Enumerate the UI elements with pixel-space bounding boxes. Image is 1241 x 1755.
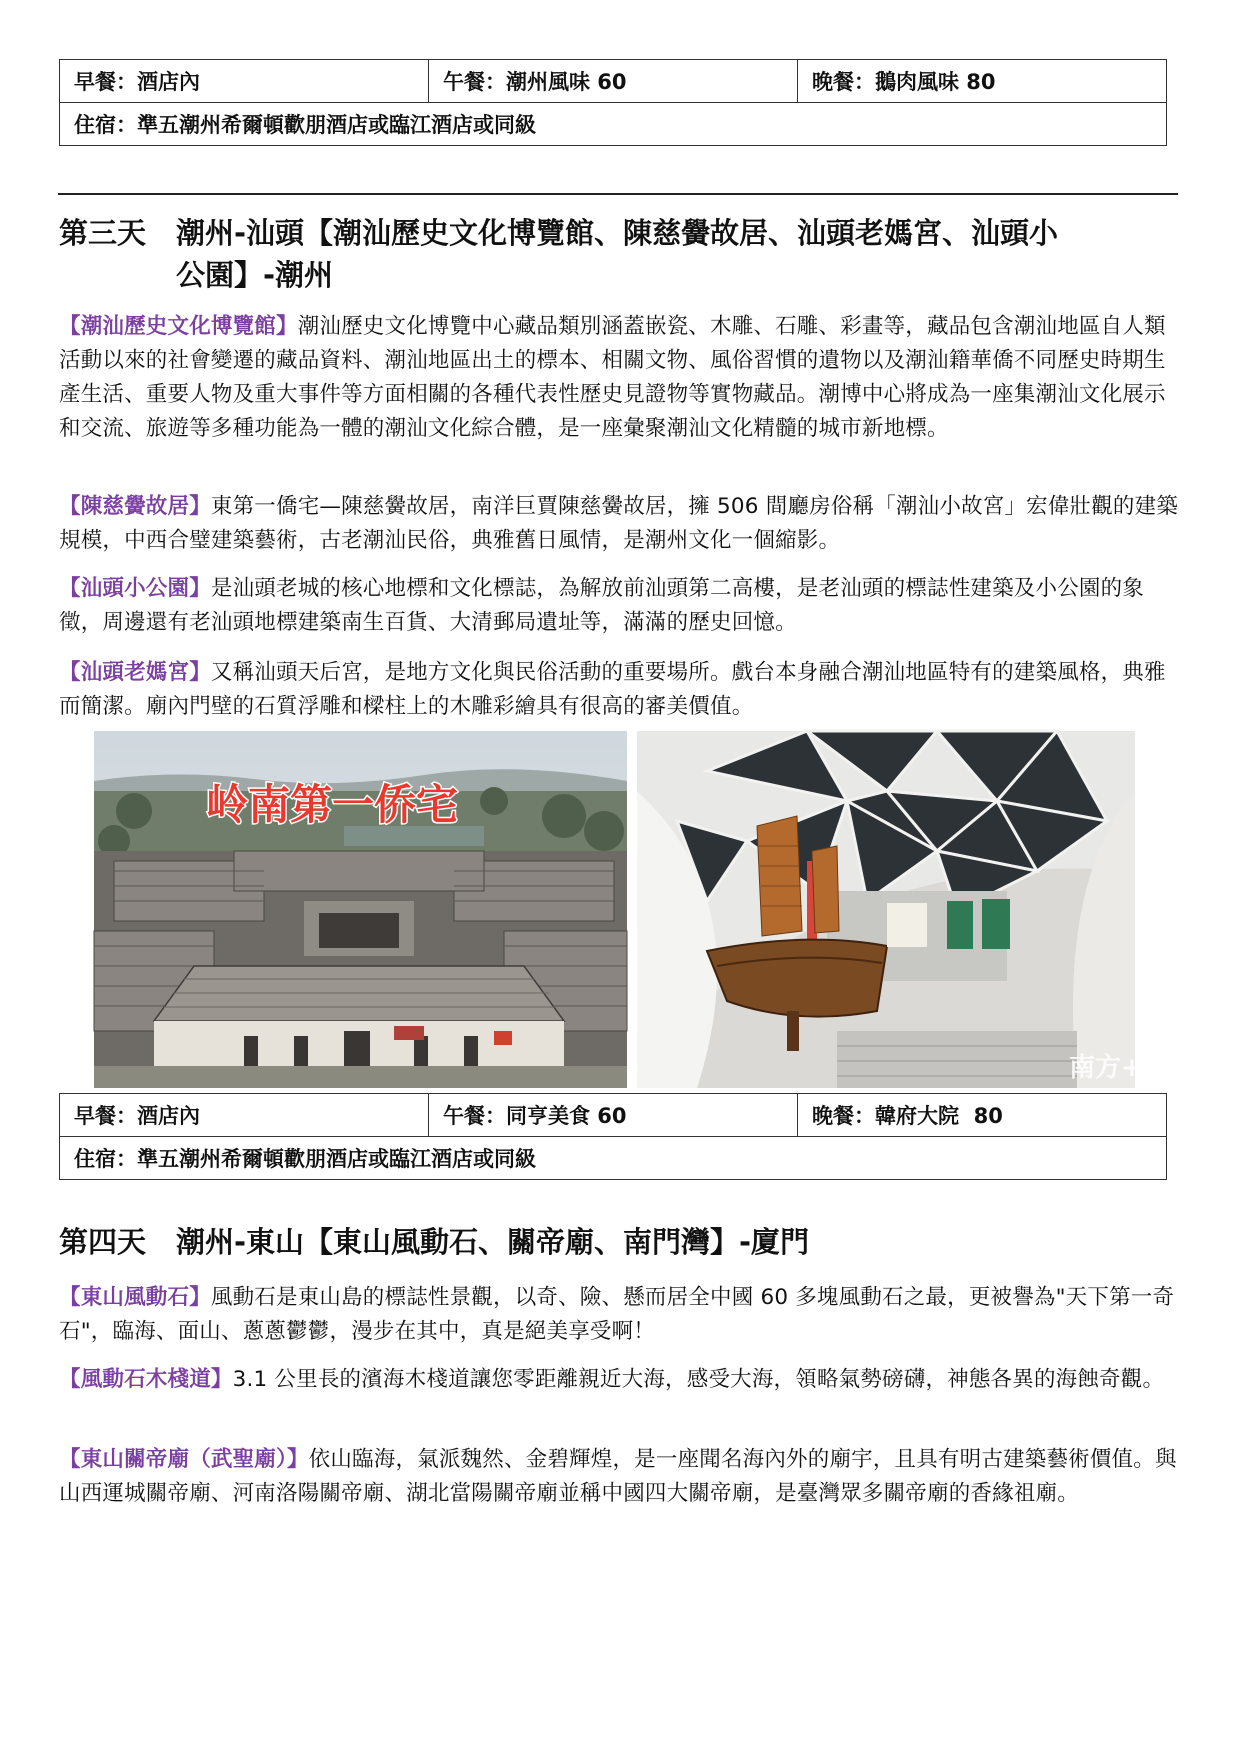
photo-watermark: 南方+ [1069,1053,1143,1083]
day3-heading [59,212,1179,296]
dinner-cell: 晚餐：韓府大院 80 [798,1094,1167,1137]
day4-heading [59,1221,1179,1263]
attraction-heading: 【潮汕歷史文化博覽館】 [59,314,298,339]
attraction-heading: 【汕頭老媽宮】 [59,660,211,685]
attraction-body: 又稱汕頭天后宮，是地方文化與民俗活動的重要場所。戲台本身融合潮汕地區特有的建築風格，典雅而簡潔。廟內門壁的石質浮雕和樑柱上的木雕彩繪具有很高的審美價值。 [59,660,1166,719]
dinner-cell: 晚餐：鵝肉風味 80 [798,60,1167,103]
attraction-body: 3.1 公里長的濱海木棧道讓您零距離親近大海，感受大海，領略氣勢磅礴，神態各異的海蝕奇觀。 [232,1367,1165,1392]
lunch-cell: 午餐：潮州風味 60 [429,60,798,103]
attraction-body: 依山臨海，氣派魏然、金碧輝煌，是一座聞名海內外的廟宇，且具有明古建築藝術價值。與山西運城關帝廟、河南洛陽關帝廟、湖北當陽關帝廟並稱中國四大關帝廟，是臺灣眾多關帝廟的香緣祖廟。 [59,1447,1177,1506]
attraction-paragraph [59,1443,1179,1511]
attraction-paragraph [59,310,1179,446]
attraction-paragraph [59,1281,1179,1349]
section-divider [58,193,1178,195]
attraction-body: 風動石是東山島的標誌性景觀，以奇、險、懸而居全中國 60 多塊風動石之最，更被譽為"天下第一奇石"，臨海、面山、蔥蔥鬱鬱，漫步在其中，真是絕美享受啊！ [59,1285,1175,1344]
photo-caption: 岭南第一侨宅 [206,780,459,829]
attraction-heading: 【風動石木棧道】 [59,1367,233,1392]
lunch-cell: 午餐：同亨美食 60 [429,1094,798,1137]
day4-label: 第四天 [59,1225,147,1259]
photo-chen-residence [94,731,627,1088]
attraction-paragraph [59,1363,1179,1397]
lodging-cell: 住宿：準五潮州希爾頓歡朋酒店或臨江酒店或同級 [60,103,1167,146]
photo-museum-interior [637,731,1143,1088]
meal-table-day2 [59,59,1167,146]
breakfast-cell: 早餐：酒店內 [60,1094,429,1137]
day3-label: 第三天 [59,216,147,250]
attraction-body: 潮汕歷史文化博覽中心藏品類別涵蓋嵌瓷、木雕、石雕、彩畫等，藏品包含潮汕地區自人類活動以來的社會變遷的藏品資料、潮汕地區出土的標本、相關文物、風俗習慣的遺物以及潮汕籍華僑不同歷史時期生產生活、重要人物及重大事件等方面相關的各種代表性歷史見證物等實物藏品。潮博中心將成為一座集潮汕文化展示和交流、旅遊等多種功能為一體的潮汕文化綜合體，是一座彙聚潮汕文化精髓的城市新地標。 [59,314,1166,441]
breakfast-cell: 早餐：酒店內 [60,60,429,103]
meal-table-day3 [59,1093,1167,1180]
attraction-heading: 【陳慈黌故居】 [59,494,211,519]
attraction-heading: 【東山關帝廟（武聖廟）】 [59,1447,309,1472]
attraction-paragraph [59,656,1179,724]
lodging-cell: 住宿：準五潮州希爾頓歡朋酒店或臨江酒店或同級 [60,1137,1167,1180]
attraction-body: 是汕頭老城的核心地標和文化標誌，為解放前汕頭第二高樓，是老汕頭的標誌性建築及小公園的象徵，周邊還有老汕頭地標建築南生百貨、大清郵局遺址等，滿滿的歷史回憶。 [59,576,1145,635]
attraction-body: 東第一僑宅—陳慈黌故居，南洋巨賈陳慈黌故居，擁 506 間廳房俗稱「潮汕小故宮」宏偉壯觀的建築規模，中西合璧建築藝術，古老潮汕民俗，典雅舊日風情，是潮州文化一個縮影。 [59,494,1179,553]
attraction-heading: 【東山風動石】 [59,1285,211,1310]
attraction-paragraph [59,490,1179,558]
attraction-heading: 【汕頭小公園】 [59,576,211,601]
day3-title-line2: 公園】-潮州 [176,258,334,292]
attraction-paragraph [59,572,1179,640]
day4-title: 潮州-東山【東山風動石、關帝廟、南門灣】-廈門 [176,1225,810,1259]
day3-title-line1: 潮州-汕頭【潮汕歷史文化博覽館、陳慈黌故居、汕頭老媽宮、汕頭小 [176,216,1059,250]
